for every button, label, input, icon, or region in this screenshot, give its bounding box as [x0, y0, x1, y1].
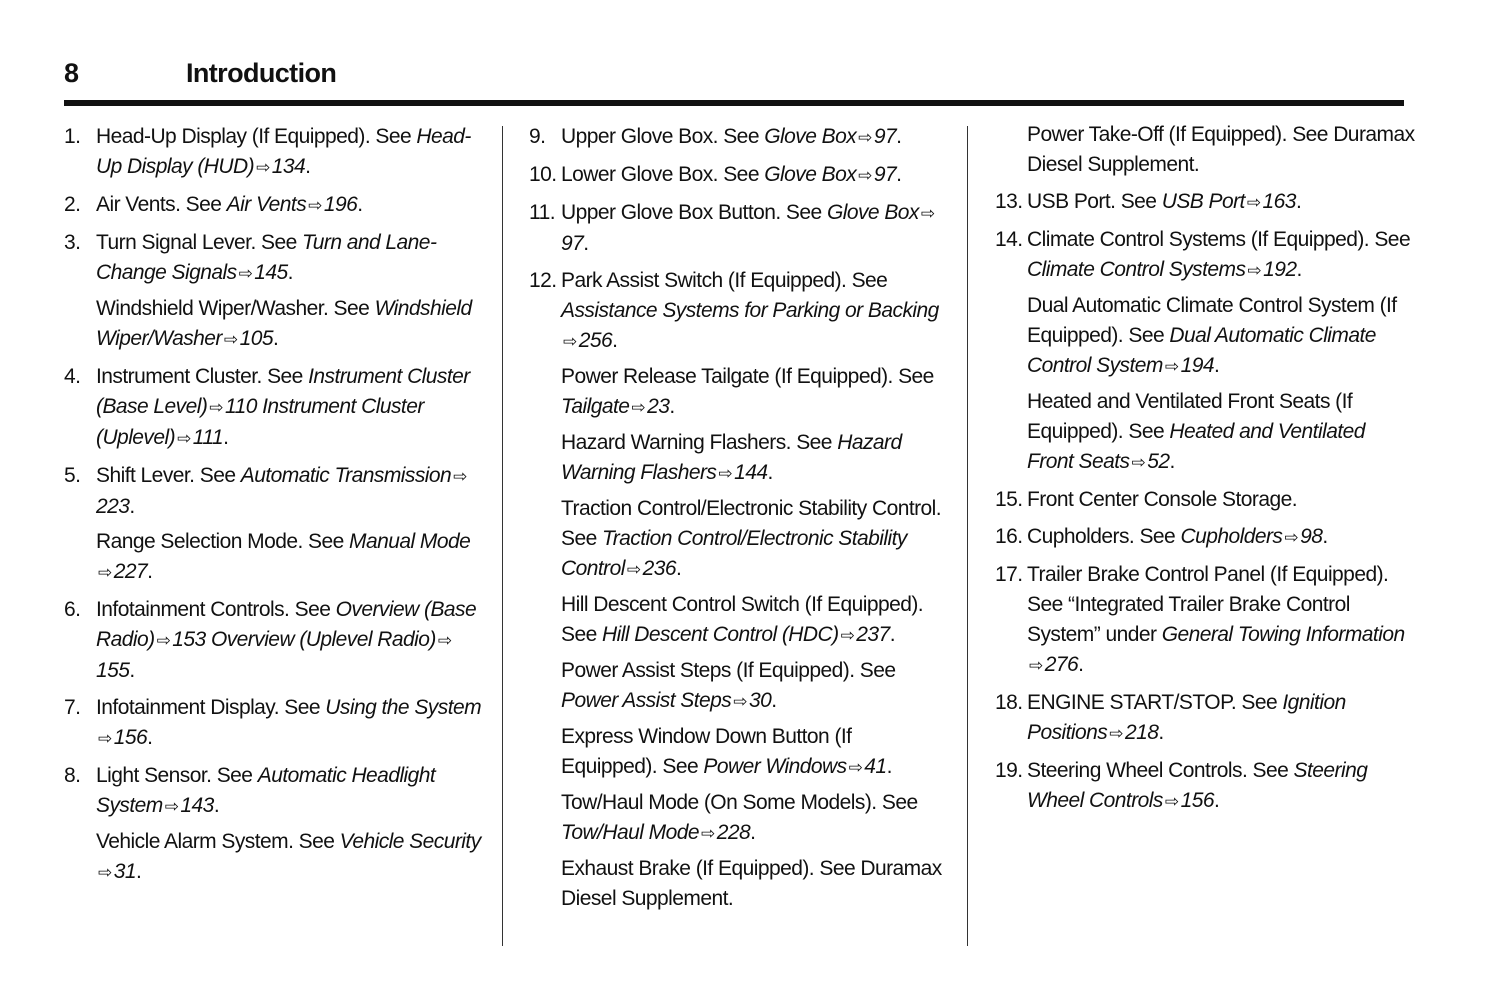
cross-reference-link[interactable]: Ignition Positions	[1027, 691, 1346, 744]
cross-reference-link[interactable]: Assistance Systems for Parking or Backing	[561, 299, 939, 322]
item-number: 7.	[64, 696, 81, 719]
list-item: 13. USB Port. See USB Port ⇨163.	[995, 187, 1415, 218]
list-item: 8. Light Sensor. See Automatic Headlight System ⇨143.	[64, 761, 484, 822]
cross-reference-link[interactable]: Tailgate	[561, 395, 630, 418]
page-reference-arrow-icon: ⇨	[1164, 357, 1179, 376]
page-reference-arrow-icon: ⇨	[238, 264, 253, 283]
cross-reference-link[interactable]: 134	[271, 155, 306, 178]
list-subitem: Power Release Tailgate (If Equipped). See Tailgate ⇨23.	[529, 362, 949, 423]
list-item: 17. Trailer Brake Control Panel (If Equipped). See “Integrated Trailer Brake Control System” under General Towing Information⇨276.	[995, 560, 1415, 681]
cross-reference-link[interactable]: 97	[873, 125, 897, 148]
cross-reference-link[interactable]: 156	[113, 726, 148, 749]
cross-reference-link[interactable]: 237	[856, 623, 890, 646]
list-item: 14. Climate Control Systems (If Equipped). See Climate Control Systems ⇨192.	[995, 225, 1415, 286]
cross-reference-link[interactable]: 97	[561, 232, 584, 255]
cross-reference-link[interactable]: 145	[254, 261, 288, 284]
list-subitem: Exhaust Brake (If Equipped). See Duramax Diesel Supplement.	[561, 857, 942, 910]
cross-reference-link[interactable]: Head-Up Display (HUD)	[96, 125, 471, 178]
item-number: 18.	[995, 691, 1023, 714]
page-reference-arrow-icon: ⇨	[920, 204, 935, 223]
list-item: 16. Cupholders. See Cupholders ⇨98.	[995, 522, 1415, 553]
page-reference-arrow-icon: ⇨	[256, 158, 270, 177]
cross-reference-link[interactable]: Glove Box	[764, 125, 857, 148]
cross-reference-link[interactable]: Dual Automatic Climate Control System	[1027, 324, 1376, 377]
cross-reference-link[interactable]: Air Vents	[226, 193, 307, 216]
cross-reference-link[interactable]: 156	[1180, 789, 1214, 812]
page-reference-arrow-icon: ⇨	[563, 332, 577, 351]
cross-reference-link[interactable]: Automatic Headlight System	[96, 764, 436, 817]
cross-reference-link[interactable]: 227	[113, 560, 148, 583]
cross-reference-link[interactable]: 98	[1300, 525, 1323, 548]
cross-reference-link[interactable]: Glove Box	[764, 163, 857, 186]
item-number: 2.	[64, 193, 81, 216]
cross-reference-link[interactable]: 105	[239, 327, 273, 350]
item-number: 9.	[529, 125, 546, 148]
cross-reference-link[interactable]: 218	[1124, 721, 1159, 744]
cross-reference-link[interactable]: Tow/Haul Mode	[561, 821, 699, 844]
list-item: 2. Air Vents. See Air Vents ⇨196.	[64, 190, 484, 221]
cross-reference-link[interactable]: 256	[578, 329, 613, 352]
list-item: 4. Instrument Cluster. See Instrument Cluster (Base Level) ⇨110 Instrument Cluster (Uplevel) ⇨111.	[64, 362, 484, 454]
cross-reference-link[interactable]: 153 Overview (Uplevel Radio)	[172, 628, 436, 651]
cross-reference-link[interactable]: 192	[1263, 258, 1297, 281]
item-number: 19.	[995, 759, 1023, 782]
item-number: 8.	[64, 764, 81, 787]
item-number: 4.	[64, 365, 81, 388]
page-reference-arrow-icon: ⇨	[1109, 724, 1123, 743]
cross-reference-link[interactable]: Power Assist Steps	[561, 689, 732, 712]
cross-reference-link[interactable]: 276	[1044, 653, 1079, 676]
page-reference-arrow-icon: ⇨	[858, 166, 872, 185]
page-reference-arrow-icon: ⇨	[223, 330, 238, 349]
list-subitem: Heated and Ventilated Front Seats (If Equipped). See Heated and Ventilated Front Seats ⇨52.	[995, 387, 1415, 478]
list-item: 15. Front Center Console Storage.	[995, 485, 1415, 515]
item-number: 12.	[529, 269, 557, 292]
list-subitem: Express Window Down Button (If Equipped). See Power Windows ⇨41.	[529, 722, 949, 783]
column-3	[995, 122, 1415, 824]
list-item: 1. Head-Up Display (If Equipped). See Head-Up Display (HUD) ⇨134.	[64, 122, 484, 183]
cross-reference-link[interactable]: 143	[180, 794, 214, 817]
page-reference-arrow-icon: ⇨	[453, 467, 467, 486]
page-header	[64, 58, 1404, 92]
list-subitem: Hill Descent Control Switch (If Equipped). See Hill Descent Control (HDC) ⇨237.	[529, 590, 949, 651]
page-reference-arrow-icon: ⇨	[1164, 792, 1179, 811]
cross-reference-link[interactable]: Cupholders	[1180, 525, 1283, 548]
page-reference-arrow-icon: ⇨	[1284, 528, 1299, 547]
column-divider-1	[502, 126, 503, 946]
list-item: 12. Park Assist Switch (If Equipped). See Assistance Systems for Parking or Backing⇨256.	[529, 266, 949, 357]
page-reference-arrow-icon: ⇨	[164, 797, 179, 816]
cross-reference-link[interactable]: Hill Descent Control (HDC)	[602, 623, 839, 646]
cross-reference-link[interactable]: 52	[1147, 450, 1170, 473]
list-subitem: Power Take-Off (If Equipped). See Duramax Diesel Supplement.	[1027, 123, 1415, 176]
cross-reference-link[interactable]: 144	[734, 461, 768, 484]
page-reference-arrow-icon: ⇨	[858, 128, 872, 147]
cross-reference-link[interactable]: Power Windows	[703, 755, 847, 778]
cross-reference-link[interactable]: Overview (Base Radio)	[96, 598, 477, 651]
page-reference-arrow-icon: ⇨	[733, 692, 747, 711]
page-reference-arrow-icon: ⇨	[308, 196, 322, 215]
cross-reference-link[interactable]: 111	[192, 426, 224, 449]
page-reference-arrow-icon: ⇨	[1246, 193, 1261, 212]
list-subitem: Traction Control/Electronic Stability Control. See Traction Control/Electronic Stability Control ⇨236.	[529, 494, 949, 585]
cross-reference-link[interactable]: 163	[1262, 190, 1296, 213]
list-item: 6. Infotainment Controls. See Overview (Base Radio) ⇨153 Overview (Uplevel Radio) ⇨155.	[64, 595, 484, 686]
list-item: 10. Lower Glove Box. See Glove Box ⇨97.	[529, 160, 949, 191]
cross-reference-link[interactable]: 110 Instrument Cluster (Uplevel)	[96, 395, 424, 449]
cross-reference-link[interactable]: Heated and Ventilated Front Seats	[1027, 420, 1365, 473]
list-item: 3. Turn Signal Lever. See Turn and Lane-Change Signals ⇨145.	[64, 228, 484, 289]
cross-reference-link[interactable]: 31	[113, 860, 136, 883]
list-item: 19. Steering Wheel Controls. See Steering Wheel Controls ⇨156.	[995, 756, 1415, 817]
page-reference-arrow-icon: ⇨	[156, 631, 171, 650]
item-number: 10.	[529, 163, 557, 186]
list-subitem: Windshield Wiper/Washer. See Windshield Wiper/Washer ⇨105.	[64, 294, 484, 355]
list-subitem: Range Selection Mode. See Manual Mode⇨227.	[64, 527, 484, 588]
column-divider-2	[967, 126, 968, 946]
page-reference-arrow-icon: ⇨	[1131, 453, 1146, 472]
header-rule	[64, 100, 1404, 106]
cross-reference-link[interactable]: 41	[864, 755, 887, 778]
item-number: 14.	[995, 228, 1023, 251]
item-number: 13.	[995, 190, 1023, 213]
cross-reference-link[interactable]: 196	[323, 193, 358, 216]
page-reference-arrow-icon: ⇨	[98, 729, 112, 748]
list-item: 11. Upper Glove Box Button. See Glove Box ⇨97.	[529, 198, 949, 259]
cross-reference-link[interactable]: USB Port	[1161, 190, 1245, 213]
cross-reference-link[interactable]: Hazard Warning Flashers	[561, 431, 902, 484]
list-item: 18. ENGINE START/STOP. See Ignition Positions ⇨218.	[995, 688, 1415, 749]
section-title: Introduction	[186, 58, 337, 88]
list-subitem: Power Assist Steps (If Equipped). See Power Assist Steps ⇨30.	[529, 656, 949, 717]
page-reference-arrow-icon: ⇨	[848, 758, 863, 777]
page-number: 8	[64, 58, 79, 88]
column-1	[64, 122, 484, 895]
item-number: 16.	[995, 525, 1023, 548]
cross-reference-link[interactable]: Instrument Cluster (Base Level)	[96, 365, 470, 418]
cross-reference-link[interactable]: Steering Wheel Controls	[1027, 759, 1368, 812]
page-reference-arrow-icon: ⇨	[177, 429, 191, 448]
cross-reference-link[interactable]: General Towing Information	[1161, 623, 1405, 646]
cross-reference-link[interactable]: 228	[716, 821, 751, 844]
item-number: 3.	[64, 231, 81, 254]
item-number: 17.	[995, 563, 1023, 586]
item-number: 5.	[64, 464, 81, 487]
list-subitem: Dual Automatic Climate Control System (If Equipped). See Dual Automatic Climate Control System ⇨194.	[995, 291, 1415, 382]
page-reference-arrow-icon: ⇨	[98, 563, 112, 582]
page-reference-arrow-icon: ⇨	[631, 398, 646, 417]
column-2	[529, 122, 949, 921]
cross-reference-link[interactable]: Turn and Lane-Change Signals	[96, 231, 437, 284]
page-reference-arrow-icon: ⇨	[718, 464, 733, 483]
cross-reference-link[interactable]: Traction Control/Electronic Stability Control	[561, 527, 907, 580]
page-reference-arrow-icon: ⇨	[840, 626, 855, 645]
list-item: 9. Upper Glove Box. See Glove Box ⇨97.	[529, 122, 949, 153]
cross-reference-link[interactable]: 223	[96, 495, 130, 518]
list-subitem: Vehicle Alarm System. See Vehicle Security⇨31.	[64, 827, 484, 888]
page-reference-arrow-icon: ⇨	[209, 398, 223, 417]
list-item: 7. Infotainment Display. See Using the System⇨156.	[64, 693, 484, 754]
cross-reference-link[interactable]: Using the System	[325, 696, 482, 719]
list-subitem: Tow/Haul Mode (On Some Models). See Tow/Haul Mode ⇨228.	[529, 788, 949, 849]
page-reference-arrow-icon: ⇨	[98, 863, 112, 882]
cross-reference-link[interactable]: Automatic Transmission	[240, 464, 452, 487]
item-number: 6.	[64, 598, 81, 621]
cross-reference-link[interactable]: Climate Control Systems	[1027, 258, 1246, 281]
cross-reference-link[interactable]: 155	[96, 659, 130, 682]
cross-reference-link[interactable]: 30	[748, 689, 772, 712]
item-number: 1.	[64, 125, 81, 148]
cross-reference-link[interactable]: Manual Mode	[349, 530, 471, 553]
item-number: 11.	[529, 201, 555, 224]
cross-reference-link[interactable]: Glove Box	[826, 201, 919, 224]
page-reference-arrow-icon: ⇨	[700, 824, 715, 843]
page-reference-arrow-icon: ⇨	[1247, 261, 1262, 280]
cross-reference-link[interactable]: 236	[642, 557, 676, 580]
cross-reference-link[interactable]: 23	[647, 395, 670, 418]
cross-reference-link[interactable]: Vehicle Security	[339, 830, 481, 853]
cross-reference-link[interactable]: Windshield Wiper/Washer	[96, 297, 472, 350]
list-subitem: Hazard Warning Flashers. See Hazard Warning Flashers ⇨144.	[529, 428, 949, 489]
cross-reference-link[interactable]: 97	[873, 163, 897, 186]
page-reference-arrow-icon: ⇨	[437, 631, 452, 650]
list-item: 5. Shift Lever. See Automatic Transmission ⇨223.	[64, 461, 484, 522]
cross-reference-link[interactable]: 194	[1180, 354, 1214, 377]
item-number: 15.	[995, 488, 1023, 511]
page-reference-arrow-icon: ⇨	[626, 560, 641, 579]
page-reference-arrow-icon: ⇨	[1029, 656, 1043, 675]
